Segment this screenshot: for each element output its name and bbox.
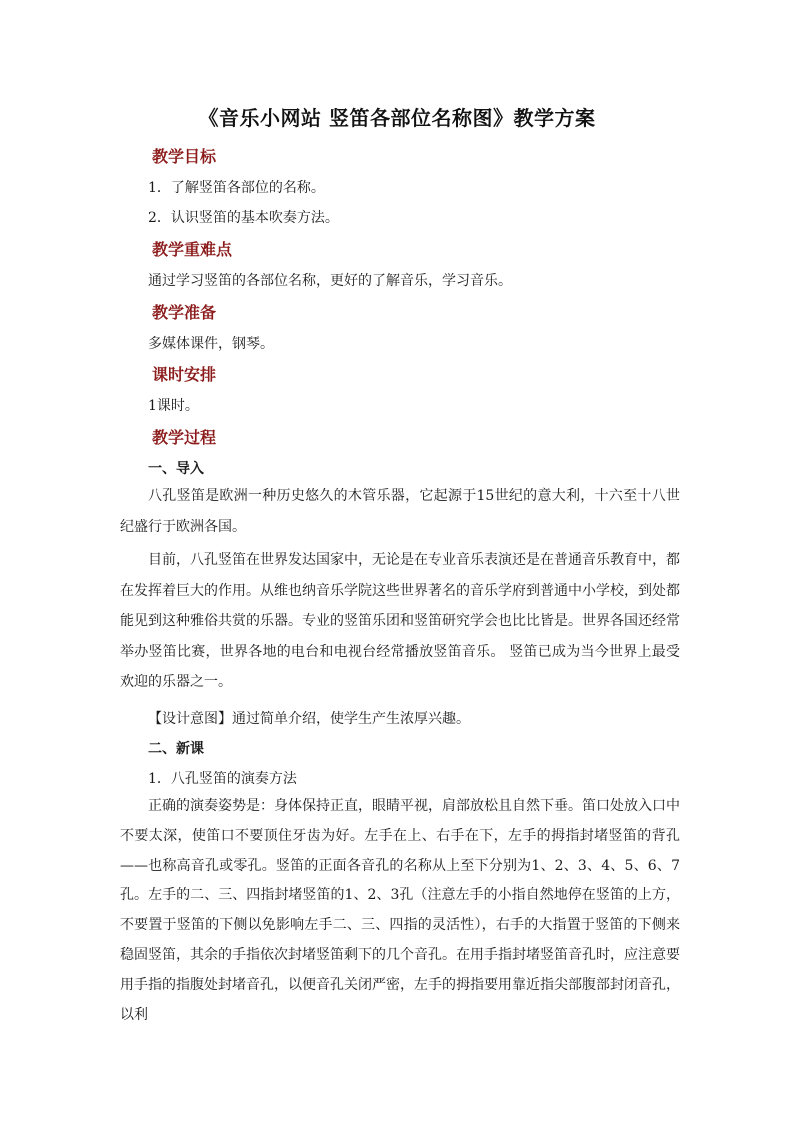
key-points-text: 通过学习竖笛的各部位名称，更好的了解音乐，学习音乐。: [148, 273, 512, 289]
heading-process: 教学过程: [152, 428, 217, 447]
schedule-text: 1课时。: [148, 398, 199, 414]
document-title: 《音乐小网站 竖笛各部位名称图》教学方案: [198, 106, 596, 130]
objective-item-1: 1．了解竖笛各部位的名称。: [148, 180, 325, 196]
intro-paragraph-1: 八孔竖笛是欧洲一种历史悠久的木管乐器，它起源于15世纪的意大利，十六至十八世纪盛行于欧洲各国。: [120, 488, 680, 535]
intro-paragraph-2: 目前，八孔竖笛在世界发达国家中，无论是在专业音乐表演还是在普通音乐教育中，都在发挥着巨大的作用。从维也纳音乐学院这些世界著名的音乐学府到普通中小学校，到处都能见到这种雅俗共赏的乐器。专业的竖笛乐团和竖笛研究学会也比比皆是。世界各国还经常举办竖笛比赛，世界各地的电台和电视台经常播放竖笛音乐。 竖笛已成为当今世界上最受欢迎的乐器之一。: [120, 552, 680, 691]
objective-item-2: 2．认识竖笛的基本吹奏方法。: [148, 210, 339, 226]
heading-schedule: 课时安排: [152, 365, 217, 384]
design-intent-note: 【设计意图】通过简单介绍，使学生产生浓厚兴趣。: [148, 711, 470, 727]
section-intro-heading: 一、导入: [148, 461, 204, 477]
heading-objectives: 教学目标: [152, 147, 217, 166]
playing-method-paragraph: 正确的演奏姿势是：身体保持正直，眼睛平视，肩部放松且自然下垂。笛口处放入口中不要太深，使笛口不要顶住牙齿为好。左手在上、右手在下，左手的拇指封堵竖笛的背孔——也称高音孔或零孔。竖笛的正面各音孔的名称从上至下分别为1、2、3、4、5、6、7孔。左手的二、三、四指封堵竖笛的1、2、3孔（注意左手的小指自然地停在竖笛的上方，不要置于竖笛的下侧以免影响左手二、三、四指的灵活性），右手的大指置于竖笛的下侧来稳固竖笛，其余的手指依次封堵竖笛剩下的几个音孔。在用手指封堵竖笛音孔时，应注意要用手指的指腹处封堵音孔，以便音孔关闭严密，左手的拇指要用靠近指尖部腹部封闭音孔，以利: [120, 798, 680, 1023]
heading-key-points: 教学重难点: [152, 240, 233, 259]
heading-preparation: 教学准备: [152, 303, 217, 322]
subsection-playing-method: 1．八孔竖笛的演奏方法: [148, 771, 297, 787]
section-new-lesson-heading: 二、新课: [148, 741, 204, 757]
preparation-text: 多媒体课件，钢琴。: [148, 336, 274, 352]
